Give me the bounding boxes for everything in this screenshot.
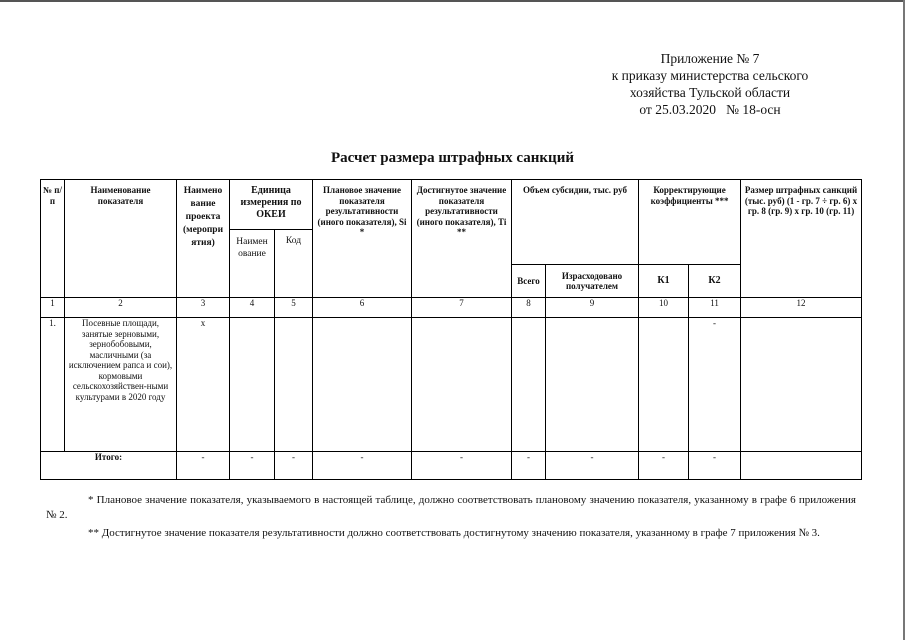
total-project: - [177,452,230,480]
row-planned [313,318,412,452]
col-number-11: 11 [689,298,741,318]
header-col-indicator: Наименование показателя [65,180,177,298]
col-number-2: 2 [65,298,177,318]
row-unit-code [275,318,313,452]
header-col-unit-name: Наимен ование [230,230,275,298]
col-number-9: 9 [546,298,639,318]
col-number-1: 1 [41,298,65,318]
row-subsidy-total [512,318,546,452]
row-subsidy-spent [546,318,639,452]
total-row [41,452,862,480]
total-subsidy-spent: - [546,452,639,480]
total-planned: - [313,452,412,480]
total-unit-code: - [275,452,313,480]
appendix-header [520,50,900,118]
footnote-2: ** Достигнутое значение показателя результативности должно соответствовать достигнутому значению показателя, указанному в графе 7 приложения № 3. [88,527,820,539]
col-number-12: 12 [741,298,862,318]
scan-top-edge [0,0,905,2]
appendix-ministry: хозяйства Тульской области [629,85,791,100]
total-subsidy-total: - [512,452,546,480]
row-no: 1. [41,318,65,452]
row-indicator-name: Посевные площади, занятые зерновыми, зернобобовыми, масличными (за исключением рапса и сои), кормовыми сельскохозяйствен-ными культурами в 2020 году [65,318,177,452]
header-col-subsidy-spent: Израсходовано получателем [546,265,639,298]
row-penalty [741,318,862,452]
col-number-10: 10 [639,298,689,318]
col-number-7: 7 [412,298,512,318]
col-number-3: 3 [177,298,230,318]
header-col-subsidy-total: Всего [512,265,546,298]
row-unit-name [230,318,275,452]
header-col-planned: Плановое значение показателя результативности (иного показателя), Si * [313,180,412,298]
row-project: х [177,318,230,452]
header-col-project: Наимено вание проекта (меропри ятия) [177,180,230,298]
header-col-unit-code: Код [275,230,313,298]
total-penalty [741,452,862,480]
col-number-5: 5 [275,298,313,318]
col-number-6: 6 [313,298,412,318]
table-row [41,318,862,452]
header-col-coefficients: Корректирующие коэффициенты *** [639,180,741,265]
header-col-achieved: Достигнутое значение показателя результативности (иного показателя), Ti ** [412,180,512,298]
penalty-table-grid [40,179,862,480]
appendix-order-ref: к приказу министерства сельского [611,68,809,83]
total-label: Итого: [41,452,177,480]
total-k1: - [639,452,689,480]
row-k2: - [689,318,741,452]
page-title: Расчет размера штрафных санкций [331,150,574,166]
total-k2: - [689,452,741,480]
row-k1 [639,318,689,452]
header-col-k2: К2 [689,265,741,298]
header-col-unit: Единица измерения по ОКЕИ [230,180,313,230]
appendix-date: от 25.03.2020 № 18-осн [639,102,781,117]
total-unit-name: - [230,452,275,480]
appendix-number: Приложение № 7 [660,51,760,66]
header-col-k1: К1 [639,265,689,298]
row-achieved [412,318,512,452]
col-number-8: 8 [512,298,546,318]
footnote-1: * Плановое значение показателя, указываемого в настоящей таблице, должно соответствовать плановому значению показателя, указанному в графе 6 приложения № 2. [46,494,856,521]
col-number-4: 4 [230,298,275,318]
header-col-no: № п/п [41,180,65,298]
total-achieved: - [412,452,512,480]
header-col-subsidy: Объем субсидии, тыс. руб [512,180,639,265]
header-col-penalty: Размер штрафных санкций (тыс. руб) (1 - гр. 7 ÷ гр. 6) х гр. 8 (гр. 9) х гр. 10 (гр. 11) [741,180,862,298]
